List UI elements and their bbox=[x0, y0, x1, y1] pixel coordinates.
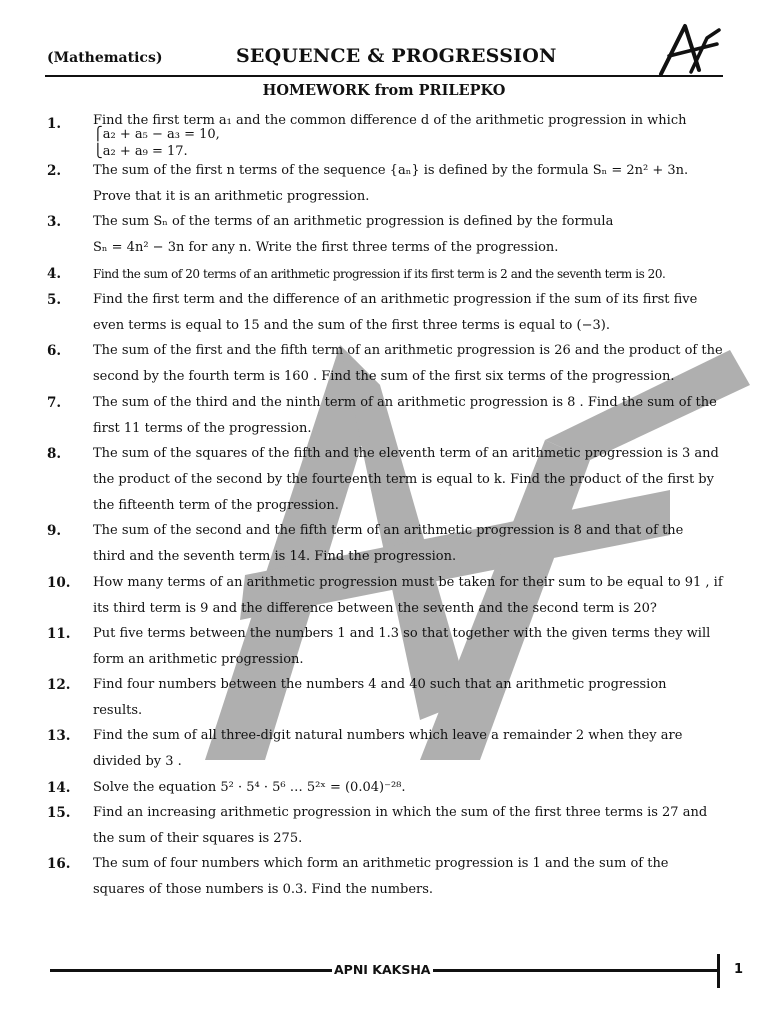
problem-text: Find the sum of 20 terms of an arithmetic progression if its first term is 2 and the seventh term is 20. bbox=[93, 267, 666, 281]
problem-text: the product of the second by the fourteenth term is equal to k. Find the product of the first by bbox=[93, 472, 714, 487]
page-subtitle: HOMEWORK from PRILEPKO bbox=[262, 82, 506, 99]
header-divider bbox=[45, 75, 723, 77]
problem-text: form an arithmetic progression. bbox=[93, 652, 304, 667]
problem-number: 9. bbox=[47, 523, 62, 539]
problem-number: 10. bbox=[47, 575, 71, 591]
problem-text: Find the first term a₁ and the common difference d of the arithmetic progression in which bbox=[93, 113, 687, 128]
problem-text: second by the fourth term is 160 . Find the sum of the first six terms of the progression. bbox=[93, 369, 675, 384]
footer-rule-right bbox=[433, 969, 718, 972]
problem-number: 13. bbox=[47, 728, 71, 744]
problem-number: 4. bbox=[47, 266, 62, 282]
problem-text: Find an increasing arithmetic progression in which the sum of the first three terms is 27 and bbox=[93, 805, 708, 820]
problem-text: Put five terms between the numbers 1 and 1.3 so that together with the given terms they will bbox=[93, 626, 711, 641]
problem-text: Prove that it is an arithmetic progression. bbox=[93, 189, 370, 204]
problem-text: Sₙ = 4n² − 3n for any n. Write the first three terms of the progression. bbox=[93, 240, 559, 255]
problem-number: 16. bbox=[47, 856, 71, 872]
problem-text: divided by 3 . bbox=[93, 754, 182, 769]
problem-text: Find four numbers between the numbers 4 and 40 such that an arithmetic progression bbox=[93, 677, 667, 692]
problem-number: 2. bbox=[47, 163, 62, 179]
problem-text: third and the seventh term is 14. Find the progression. bbox=[93, 549, 457, 564]
problem-number: 3. bbox=[47, 214, 62, 230]
page-number: 1 bbox=[734, 962, 744, 977]
problem-number: 14. bbox=[47, 780, 71, 796]
problem-text: results. bbox=[93, 703, 143, 718]
problem-text: How many terms of an arithmetic progression must be taken for their sum to be equal to 91 , if bbox=[93, 575, 723, 590]
subject-label: (Mathematics) bbox=[47, 50, 163, 66]
problem-text: first 11 terms of the progression. bbox=[93, 421, 312, 436]
equation-line: ⎩a₂ + a₉ = 17. bbox=[93, 144, 188, 159]
problem-number: 8. bbox=[47, 446, 62, 462]
footer-divider bbox=[717, 954, 720, 988]
problem-number: 12. bbox=[47, 677, 71, 693]
problem-text: Find the first term and the difference of an arithmetic progression if the sum of its first five bbox=[93, 292, 698, 307]
problem-text: The sum of the first n terms of the sequence {aₙ} is defined by the formula Sₙ = 2n² + 3n. bbox=[93, 163, 689, 178]
problem-text: The sum Sₙ of the terms of an arithmetic progression is defined by the formula bbox=[93, 214, 614, 229]
problem-number: 11. bbox=[47, 626, 71, 642]
problem-text: The sum of the squares of the fifth and the eleventh term of an arithmetic progression is 3 and bbox=[93, 446, 719, 461]
problem-text: its third term is 9 and the difference between the seventh and the second term is 20? bbox=[93, 601, 657, 616]
apni-kaksha-logo-icon bbox=[655, 20, 721, 76]
problem-number: 15. bbox=[47, 805, 71, 821]
problem-number: 5. bbox=[47, 292, 62, 308]
problem-text: even terms is equal to 15 and the sum of the first three terms is equal to (−3). bbox=[93, 318, 610, 333]
problem-number: 6. bbox=[47, 343, 62, 359]
problem-text: The sum of the second and the fifth term of an arithmetic progression is 8 and that of the bbox=[93, 523, 684, 538]
problem-text: Solve the equation 5² · 5⁴ · 5⁶ … 5²ˣ = (0.04)⁻²⁸. bbox=[93, 780, 406, 795]
problem-text: Find the sum of all three-digit natural numbers which leave a remainder 2 when they are bbox=[93, 728, 683, 743]
problem-text: the sum of their squares is 275. bbox=[93, 831, 303, 846]
problem-number: 1. bbox=[47, 116, 62, 132]
problem-text: The sum of four numbers which form an arithmetic progression is 1 and the sum of the bbox=[93, 856, 669, 871]
problem-number: 7. bbox=[47, 395, 62, 411]
problem-text: squares of those numbers is 0.3. Find the numbers. bbox=[93, 882, 434, 897]
problem-text: The sum of the first and the fifth term of an arithmetic progression is 26 and the product of the bbox=[93, 343, 723, 358]
footer-brand: APNI KAKSHA bbox=[334, 962, 431, 977]
problem-text: the fifteenth term of the progression. bbox=[93, 498, 339, 513]
equation-line: ⎧a₂ + a₅ − a₃ = 10, bbox=[93, 127, 220, 142]
problem-text: The sum of the third and the ninth term of an arithmetic progression is 8 . Find the sum of the bbox=[93, 395, 717, 410]
footer-rule-left bbox=[50, 969, 332, 972]
page-title: SEQUENCE & PROGRESSION bbox=[236, 45, 557, 67]
